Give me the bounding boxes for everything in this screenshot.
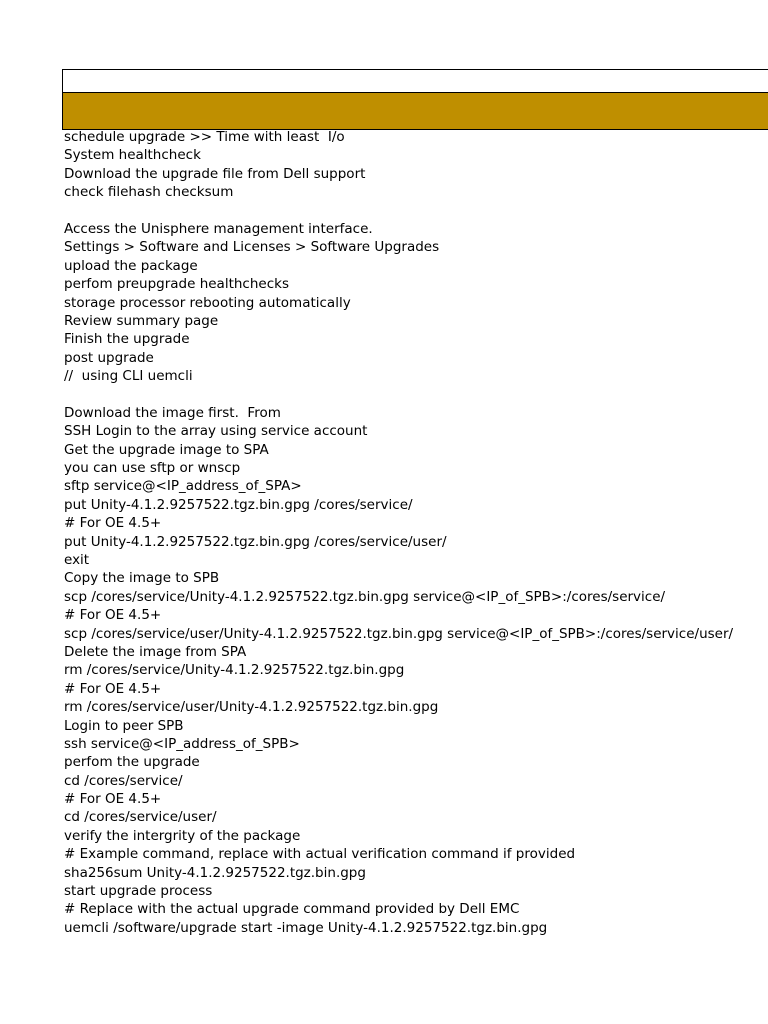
text-line: perfom preupgrade healthchecks [64, 276, 289, 293]
text-line: storage processor rebooting automatically [64, 294, 351, 311]
text-line: rm /cores/service/user/Unity-4.1.2.9257522.tgz.bin.gpg [64, 699, 439, 716]
text-line: check filehash checksum [64, 184, 234, 201]
text-line: Delete the image from SPA [64, 643, 247, 660]
text-line: sftp service@<IP_address_of_SPA> [64, 478, 302, 495]
text-line: cd /cores/service/ [64, 772, 183, 789]
text-line: SSH Login to the array using service account [64, 423, 368, 440]
text-line: you can use sftp or wnscp [64, 460, 241, 477]
text-line: Download the image first. From [64, 404, 281, 421]
text-line: System healthcheck [64, 147, 201, 164]
text-line: # For OE 4.5+ [64, 791, 162, 808]
text-line: Get the upgrade image to SPA [64, 441, 269, 458]
text-line: # For OE 4.5+ [64, 515, 162, 532]
text-line: rm /cores/service/Unity-4.1.2.9257522.tgz.bin.gpg [64, 662, 405, 679]
text-line: cd /cores/service/user/ [64, 809, 217, 826]
text-line: upload the package [64, 257, 198, 274]
text-line: Access the Unisphere management interface. [64, 220, 373, 237]
text-line: # For OE 4.5+ [64, 607, 162, 624]
text-line: put Unity-4.1.2.9257522.tgz.bin.gpg /cores/service/user/ [64, 533, 447, 550]
text-line: # Replace with the actual upgrade command provided by Dell EMC [64, 901, 520, 918]
text-line: schedule upgrade >> Time with least I/o [64, 129, 345, 145]
text-line: perfom the upgrade [64, 754, 200, 771]
text-line: Review summary page [64, 312, 219, 329]
text-line: # Example command, replace with actual verification command if provided [64, 846, 576, 863]
text-line: start upgrade process [64, 883, 213, 900]
text-line: sha256sum Unity-4.1.2.9257522.tgz.bin.gpg [64, 864, 366, 881]
text-line: uemcli /software/upgrade start -image Unity-4.1.2.9257522.tgz.bin.gpg [64, 919, 548, 936]
text-line: scp /cores/service/user/Unity-4.1.2.9257522.tgz.bin.gpg service@<IP_of_SPB>:/cores/service/user/ [64, 625, 734, 642]
text-line: put Unity-4.1.2.9257522.tgz.bin.gpg /cores/service/ [64, 496, 413, 513]
text-line: Login to peer SPB [64, 717, 184, 734]
text-line: verify the intergrity of the package [64, 827, 301, 844]
text-line [64, 202, 768, 220]
text-line: Finish the upgrade [64, 331, 190, 348]
text-line: post upgrade [64, 349, 154, 366]
text-line [64, 385, 768, 403]
text-line: # For OE 4.5+ [64, 680, 162, 697]
header-title-row[interactable] [62, 69, 768, 92]
text-line: exit [64, 551, 90, 568]
text-line: scp /cores/service/Unity-4.1.2.9257522.tgz.bin.gpg service@<IP_of_SPB>:/cores/service/ [64, 588, 666, 605]
document-text-lines [64, 128, 768, 937]
text-line: Download the upgrade file from Dell support [64, 165, 366, 182]
header-gold-bar [62, 92, 768, 130]
text-line: ssh service@<IP_address_of_SPB> [64, 735, 300, 752]
text-line: Copy the image to SPB [64, 570, 220, 587]
text-line: // using CLI uemcli [64, 368, 193, 385]
spreadsheet-header [62, 69, 768, 130]
text-line: Settings > Software and Licenses > Software Upgrades [64, 239, 440, 256]
